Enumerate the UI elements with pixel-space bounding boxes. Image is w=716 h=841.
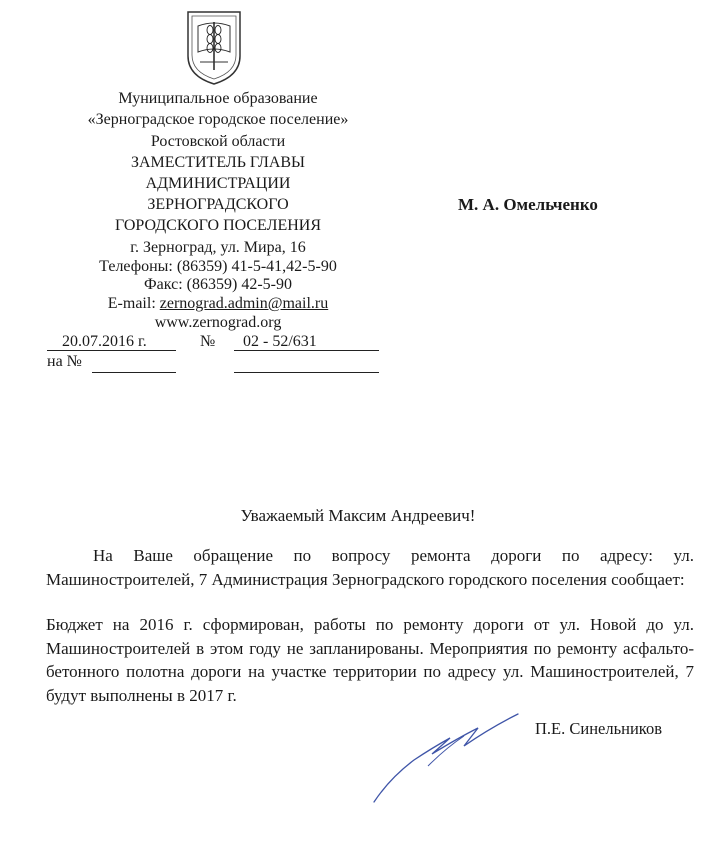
org-name-line1: Муниципальное образование — [118, 90, 318, 107]
number-underline — [234, 350, 379, 351]
body-paragraph-1 — [46, 544, 694, 591]
greeting: Уважаемый Максим Андреевич! — [240, 506, 476, 525]
reference-label: на № — [47, 353, 82, 370]
paragraph-text: Бюджет на 2016 г. сформирован, работы по ремонту дороги от ул. Новой до ул. Машиностроителей в этом году не запланированы. Мероприятия по ремонту асфальто-бетонного полотна дороги на участке территории по адресу ул. Машиностроителей, 7 будут выполнены в 2017 г. — [46, 615, 694, 705]
number-sign: № — [200, 333, 216, 350]
phones: Телефоны: (86359) 41-5-41,42-5-90 — [99, 258, 337, 275]
paragraph-text: На Ваше обращение по вопросу ремонта дороги по адресу: ул. Машиностроителей, 7 Администрация Зерноградского городского поселения сообщает: — [46, 546, 694, 589]
title-line1: ЗАМЕСТИТЕЛЬ ГЛАВЫ — [130, 154, 306, 171]
website: www.zernograd.org — [154, 314, 282, 331]
email-label: E-mail: — [107, 295, 156, 312]
org-name-line2: «Зерноградское городское поселение» — [87, 111, 349, 128]
body-paragraph-2 — [46, 613, 694, 707]
org-name-line3: Ростовской области — [150, 133, 286, 150]
email-link[interactable]: zernograd.admin@mail.ru — [159, 295, 329, 312]
email-line — [40, 295, 396, 313]
title-line4: ГОРОДСКОГО ПОСЕЛЕНИЯ — [114, 217, 322, 234]
signer-name: П.Е. Синельников — [535, 719, 662, 738]
date-underline — [47, 350, 176, 351]
coat-of-arms-icon — [186, 10, 242, 86]
addressee: М. А. Омельченко — [458, 195, 598, 214]
title-line2: АДМИНИСТРАЦИИ — [145, 175, 291, 192]
reference-number-underline — [234, 372, 379, 373]
address: г. Зерноград, ул. Мира, 16 — [130, 239, 306, 256]
title-line3: ЗЕРНОГРАДСКОГО — [147, 196, 289, 213]
signature — [368, 708, 528, 808]
reference-underline — [92, 372, 176, 373]
letter-date: 20.07.2016 г. — [62, 333, 147, 350]
letter-number: 02 - 52/631 — [243, 333, 317, 350]
fax: Факс: (86359) 42-5-90 — [144, 276, 292, 293]
